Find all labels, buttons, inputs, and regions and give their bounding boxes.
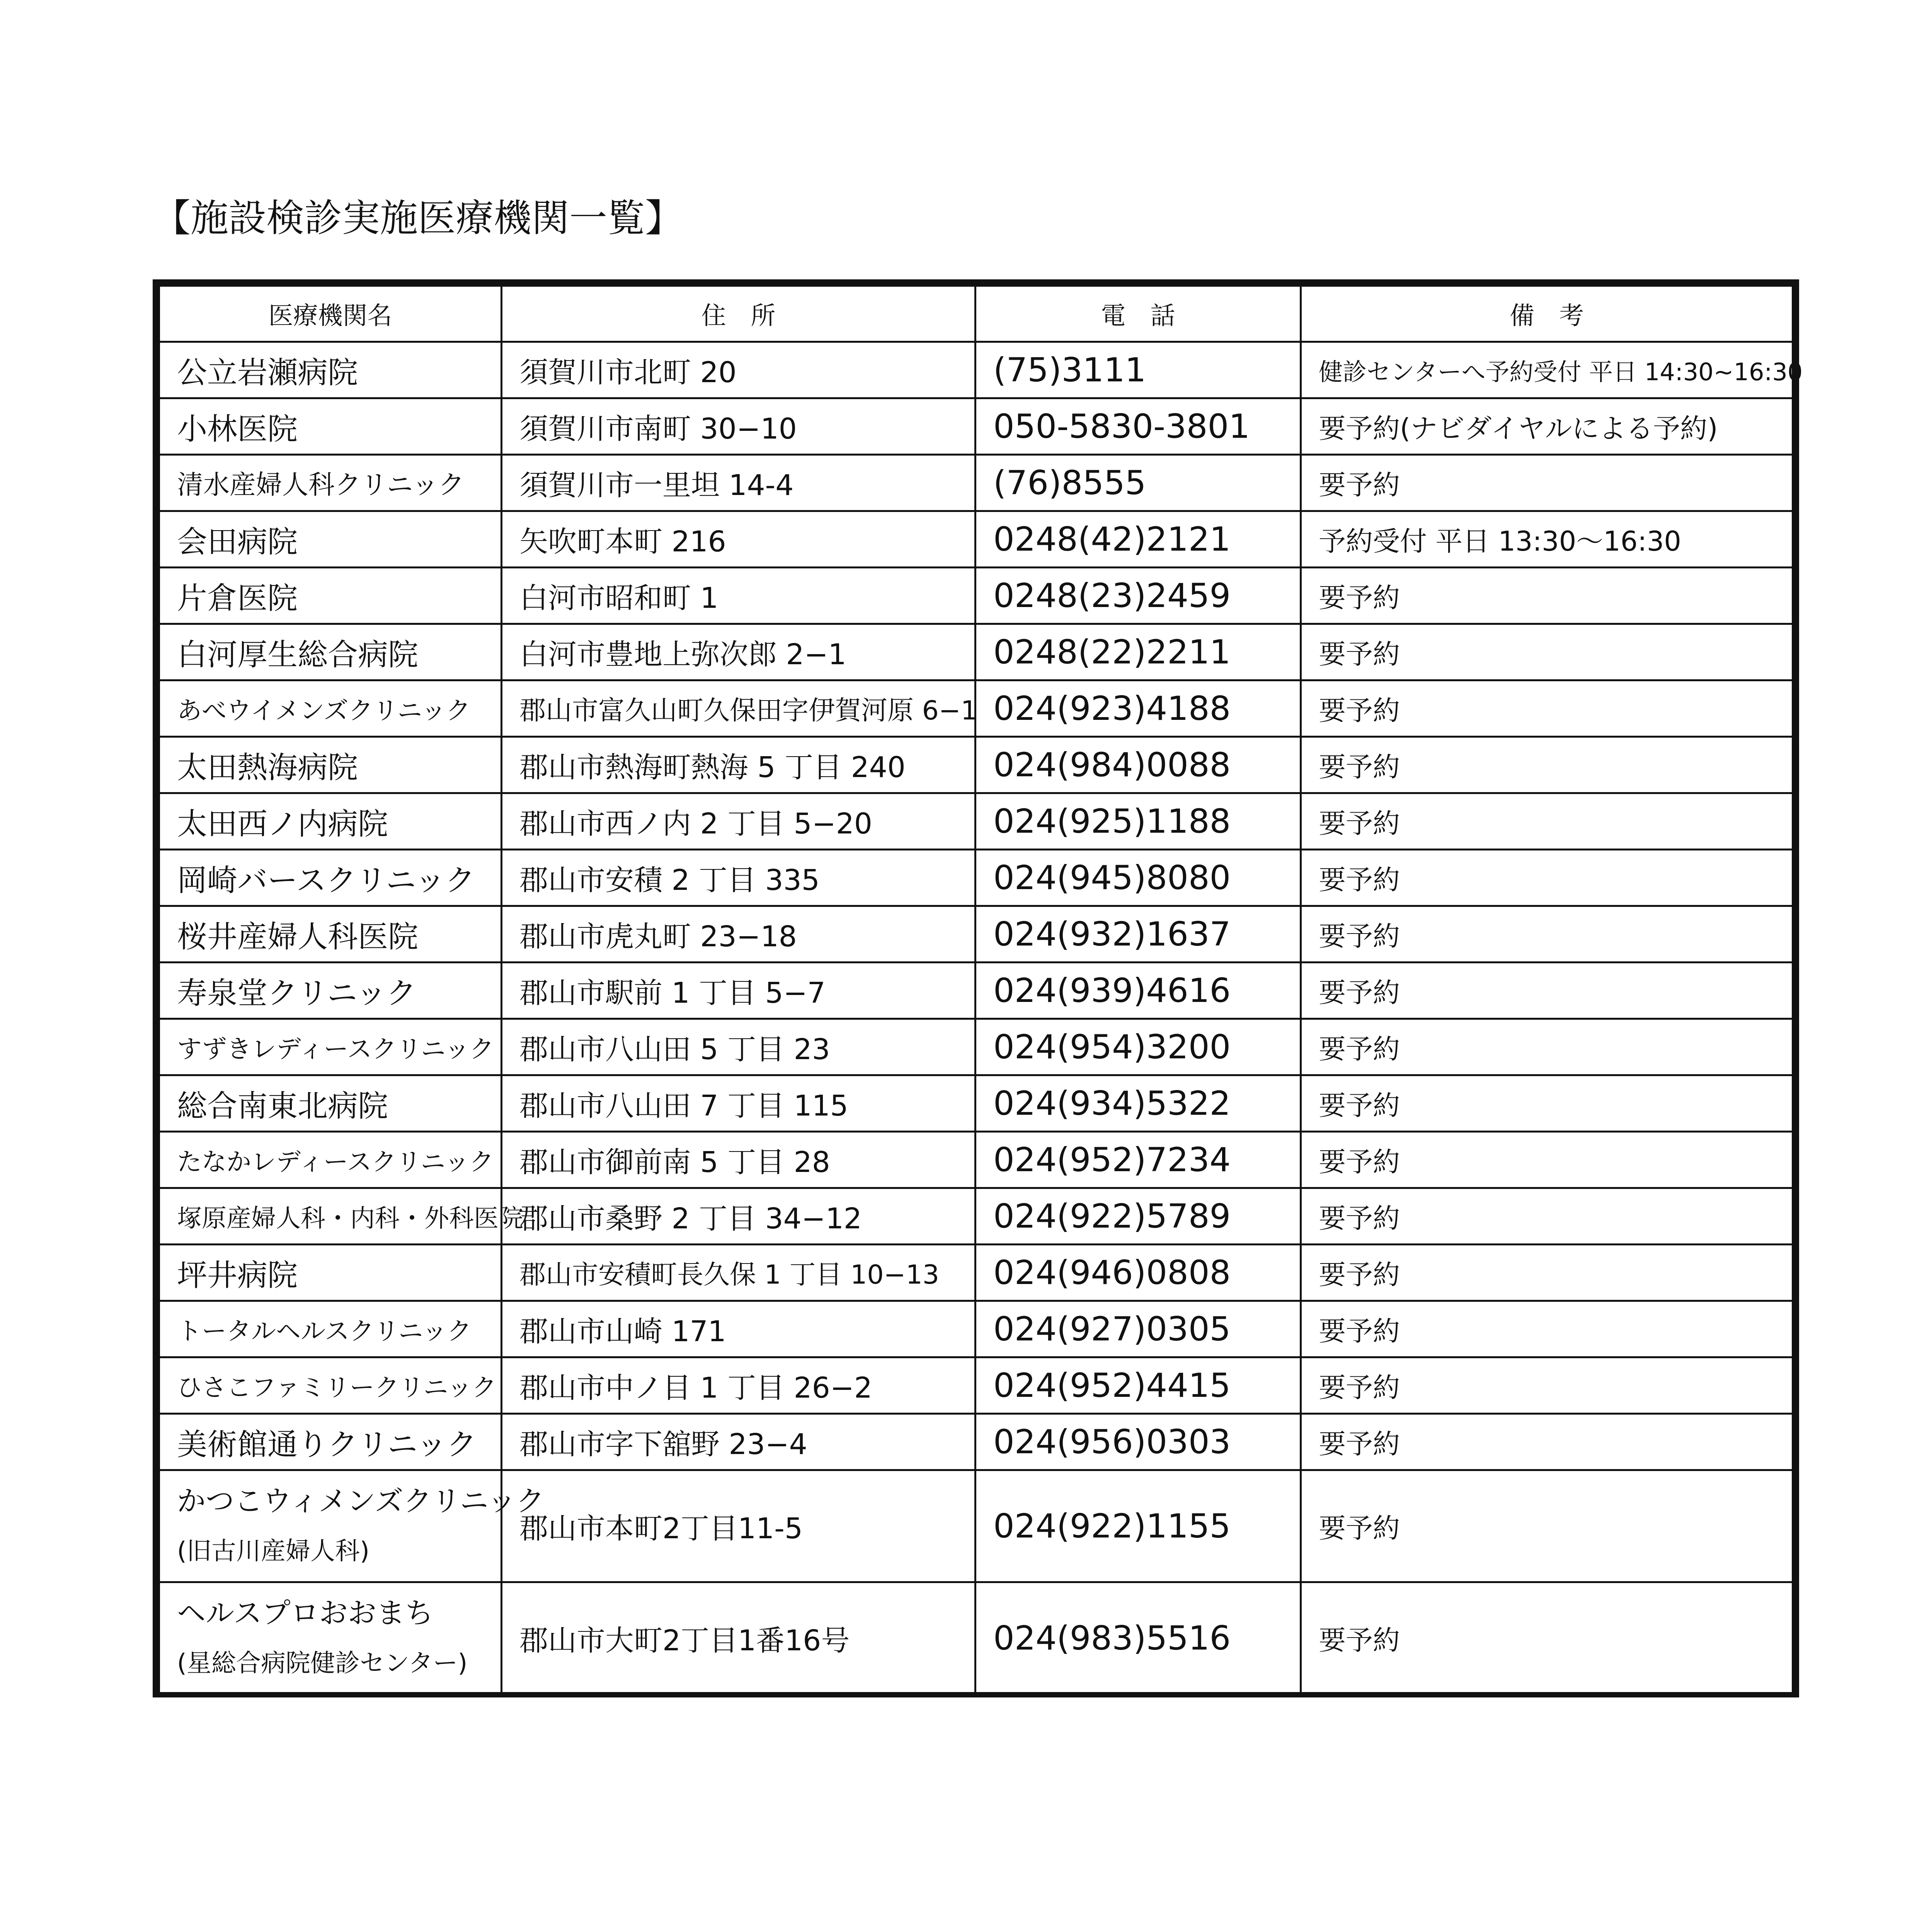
facility-note: 要予約 [1301, 1188, 1793, 1245]
facility-name: 公立岩瀬病院 [159, 342, 502, 398]
facility-phone: 024(984)0088 [976, 737, 1301, 793]
facility-note: 要予約 [1301, 963, 1793, 1019]
facility-address: 須賀川市北町 20 [502, 342, 976, 398]
facility-note: 要予約 [1301, 680, 1793, 737]
table-row [159, 1357, 1793, 1414]
facility-name: 坪井病院 [159, 1245, 502, 1301]
facility-address: 郡山市桑野 2 丁目 34−12 [502, 1188, 976, 1245]
table-row [159, 1301, 1793, 1357]
table-row [159, 737, 1793, 793]
header-phone: 電 話 [976, 286, 1301, 342]
header-name: 医療機関名 [159, 286, 502, 342]
facility-name: 桜井産婦人科医院 [159, 906, 502, 963]
table-header-row [159, 286, 1793, 342]
facility-phone: 024(927)0305 [976, 1301, 1301, 1357]
facility-address: 郡山市西ノ内 2 丁目 5−20 [502, 793, 976, 850]
facility-address: 郡山市安積 2 丁目 335 [502, 850, 976, 906]
page-title: 【施設検診実施医療機関一覧】 [153, 196, 683, 240]
facility-note: 要予約(ナビダイヤルによる予約) [1301, 398, 1793, 455]
facility-phone: 024(983)5516 [976, 1582, 1301, 1694]
facility-phone: (75)3111 [976, 342, 1301, 398]
facility-note: 要予約 [1301, 737, 1793, 793]
facility-phone: 024(934)5322 [976, 1075, 1301, 1132]
facility-name: 総合南東北病院 [159, 1075, 502, 1132]
facility-note: 予約受付 平日 13:30〜16:30 [1301, 511, 1793, 568]
facility-address: 須賀川市南町 30−10 [502, 398, 976, 455]
header-note: 備 考 [1301, 286, 1793, 342]
facility-note: 要予約 [1301, 850, 1793, 906]
facility-address: 郡山市虎丸町 23−18 [502, 906, 976, 963]
table-row [159, 1075, 1793, 1132]
facility-note: 要予約 [1301, 1132, 1793, 1188]
facility-phone: 0248(22)2211 [976, 624, 1301, 680]
facility-note: 要予約 [1301, 1245, 1793, 1301]
facility-name-cell [159, 1470, 545, 1582]
facility-note: 要予約 [1301, 624, 1793, 680]
facility-note: 要予約 [1301, 1019, 1793, 1075]
facility-note: 要予約 [1301, 1301, 1793, 1357]
facility-name: 清水産婦人科クリニック [159, 455, 502, 511]
facility-address: 白河市昭和町 1 [502, 568, 976, 624]
facility-name: 太田西ノ内病院 [159, 793, 502, 850]
table-row [159, 680, 1793, 737]
facility-name-sub: (星総合病院健診センター) [177, 1649, 468, 1678]
facility-name: かつこウィメンズクリニック [177, 1484, 545, 1518]
facility-note: 要予約 [1301, 906, 1793, 963]
facility-phone: 024(952)4415 [976, 1357, 1301, 1414]
table-row [159, 1019, 1793, 1075]
facility-phone: 050-5830-3801 [976, 398, 1301, 455]
facility-phone: 024(956)0303 [976, 1414, 1301, 1470]
facility-note: 健診センターへ予約受付 平日 14:30~16:30 [1301, 342, 1793, 398]
facility-name: ヘルスプロおおまち [177, 1596, 434, 1630]
facility-phone: 0248(42)2121 [976, 511, 1301, 568]
facility-name: 白河厚生総合病院 [159, 624, 502, 680]
facility-address: 郡山市御前南 5 丁目 28 [502, 1132, 976, 1188]
facility-address: 郡山市安積町長久保 1 丁目 10−13 [502, 1245, 976, 1301]
facility-address: 郡山市中ノ目 1 丁目 26−2 [502, 1357, 976, 1414]
table-row [159, 793, 1793, 850]
facility-name: 岡崎バースクリニック [159, 850, 502, 906]
facility-name: 太田熱海病院 [159, 737, 502, 793]
table-row [159, 455, 1793, 511]
facility-note: 要予約 [1301, 793, 1793, 850]
facility-name: あべウイメンズクリニック [159, 680, 502, 737]
facility-address: 矢吹町本町 216 [502, 511, 976, 568]
facility-name: 片倉医院 [159, 568, 502, 624]
facility-phone: 024(945)8080 [976, 850, 1301, 906]
facility-table [153, 279, 1803, 1697]
facility-name: ひさこファミリークリニック [159, 1357, 502, 1414]
facility-phone: 024(925)1188 [976, 793, 1301, 850]
facility-note: 要予約 [1301, 1075, 1793, 1132]
facility-address: 郡山市八山田 7 丁目 115 [502, 1075, 976, 1132]
table-row [159, 342, 1793, 398]
facility-phone: 0248(23)2459 [976, 568, 1301, 624]
facility-phone: 024(922)1155 [976, 1470, 1301, 1582]
table-row [159, 963, 1793, 1019]
table-row [159, 906, 1793, 963]
facility-address: 郡山市大町2丁目1番16号 [502, 1582, 976, 1694]
facility-note: 要予約 [1301, 1357, 1793, 1414]
facility-address: 郡山市字下舘野 23−4 [502, 1414, 976, 1470]
table-row [159, 1470, 1793, 1582]
facility-phone: 024(939)4616 [976, 963, 1301, 1019]
facility-address: 須賀川市一里坦 14-4 [502, 455, 976, 511]
table-row [159, 1188, 1793, 1245]
facility-phone: 024(946)0808 [976, 1245, 1301, 1301]
facility-address: 郡山市熱海町熱海 5 丁目 240 [502, 737, 976, 793]
facility-phone: (76)8555 [976, 455, 1301, 511]
facility-note: 要予約 [1301, 1414, 1793, 1470]
table-row [159, 624, 1793, 680]
facility-name: すずきレディースクリニック [159, 1019, 502, 1075]
facility-address: 郡山市本町2丁目11-5 [502, 1470, 976, 1582]
facility-address: 白河市豊地上弥次郎 2−1 [502, 624, 976, 680]
facility-note: 要予約 [1301, 455, 1793, 511]
facility-phone: 024(932)1637 [976, 906, 1301, 963]
table-row [159, 850, 1793, 906]
facility-name-sub: (旧古川産婦人科) [177, 1537, 369, 1566]
facility-phone: 024(922)5789 [976, 1188, 1301, 1245]
table-row [159, 1132, 1793, 1188]
header-address: 住 所 [502, 286, 976, 342]
table-row [159, 511, 1793, 568]
facility-name: 寿泉堂クリニック [159, 963, 502, 1019]
table-row [159, 1414, 1793, 1470]
table-row [159, 1582, 1793, 1694]
table-row [159, 568, 1793, 624]
facility-phone: 024(952)7234 [976, 1132, 1301, 1188]
facility-phone: 024(923)4188 [976, 680, 1301, 737]
facility-address: 郡山市駅前 1 丁目 5−7 [502, 963, 976, 1019]
facility-address: 郡山市八山田 5 丁目 23 [502, 1019, 976, 1075]
table-row [159, 1245, 1793, 1301]
facility-note: 要予約 [1301, 1582, 1793, 1694]
facility-name: 小林医院 [159, 398, 502, 455]
facility-name: たなかレディースクリニック [159, 1132, 502, 1188]
facility-name-cell [159, 1582, 502, 1694]
facility-name: 美術館通りクリニック [159, 1414, 502, 1470]
facility-name: 会田病院 [159, 511, 502, 568]
table-row [159, 398, 1793, 455]
facility-name: トータルヘルスクリニック [159, 1301, 502, 1357]
facility-address: 郡山市富久山町久保田字伊賀河原 6−1 [502, 680, 976, 737]
facility-address: 郡山市山崎 171 [502, 1301, 976, 1357]
facility-note: 要予約 [1301, 568, 1793, 624]
facility-name: 塚原産婦人科・内科・外科医院 [159, 1188, 502, 1245]
facility-phone: 024(954)3200 [976, 1019, 1301, 1075]
facility-note: 要予約 [1301, 1470, 1793, 1582]
